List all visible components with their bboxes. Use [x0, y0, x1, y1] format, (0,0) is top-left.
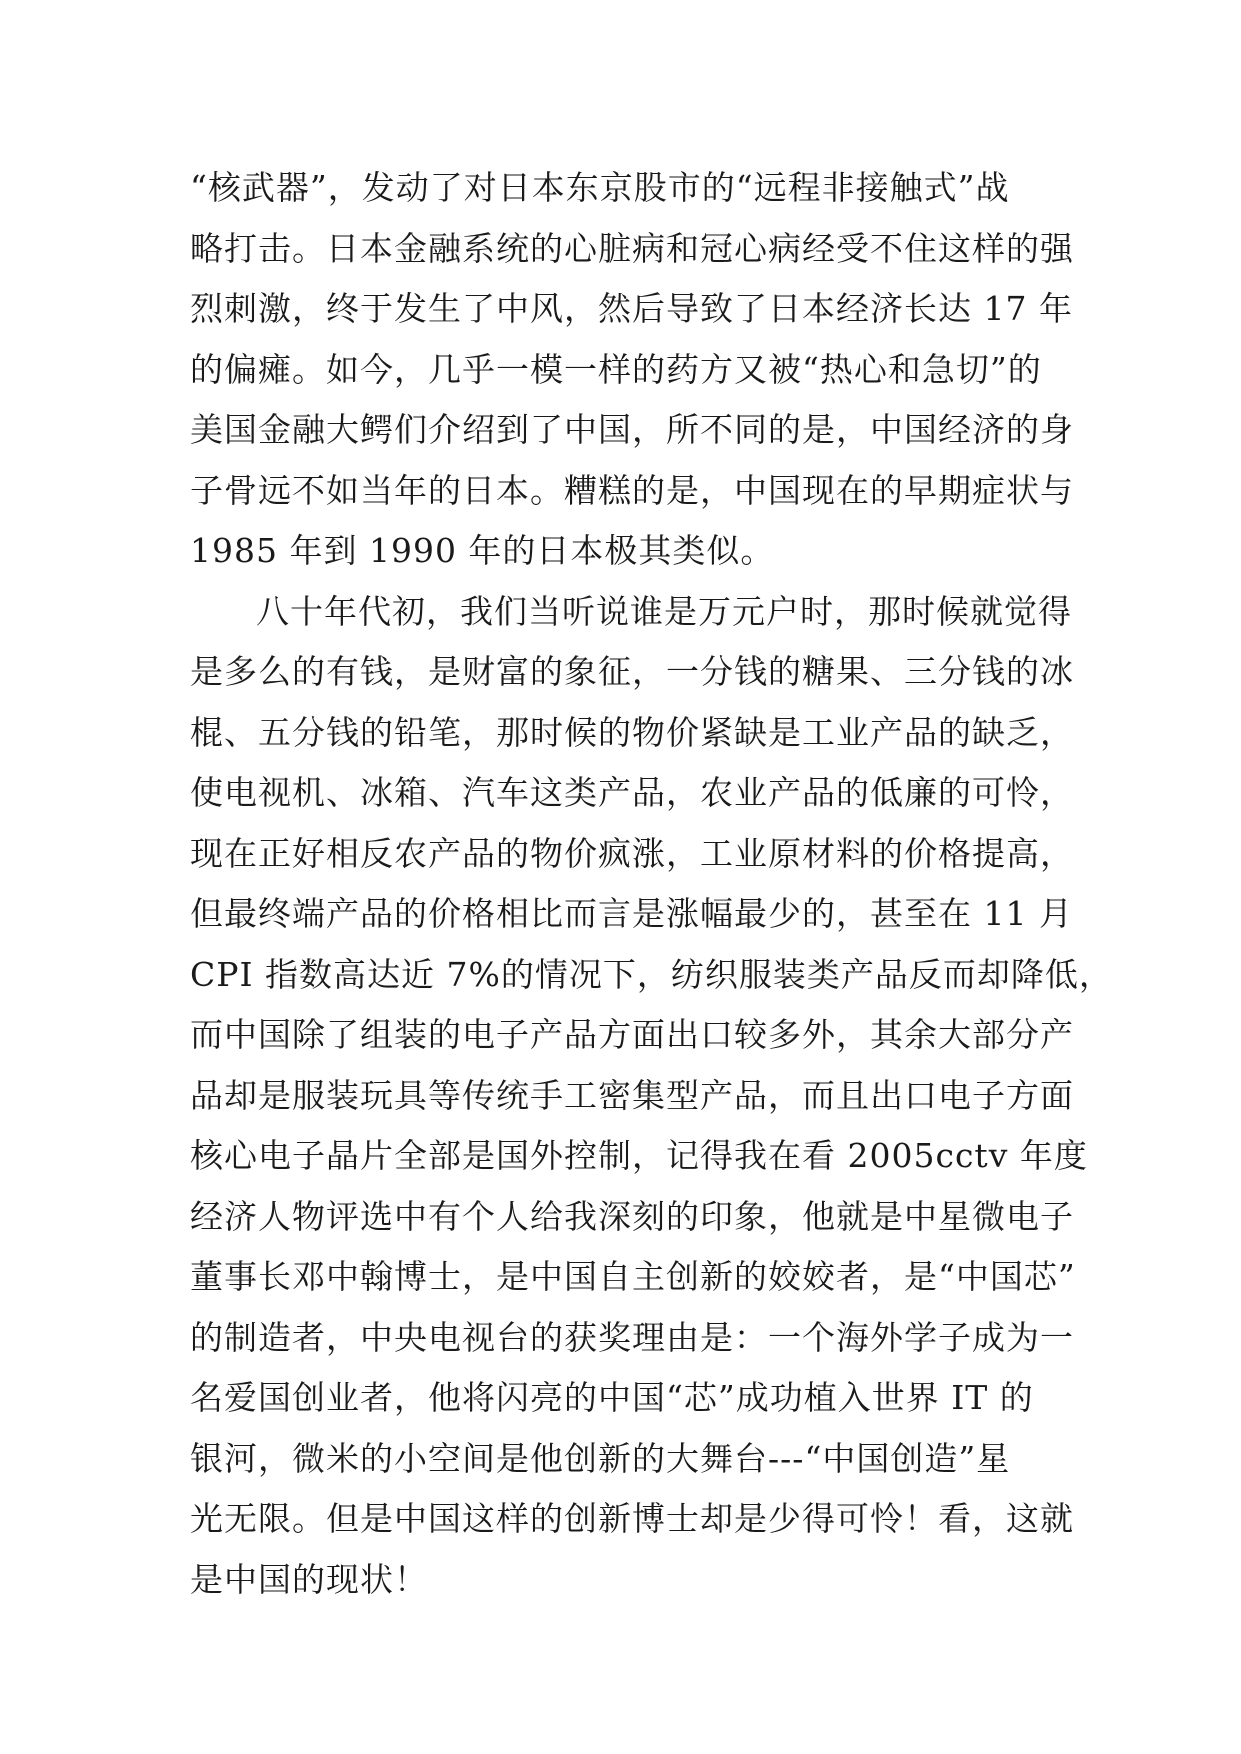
paragraph-line: CPI 指数高达近 7%的情况下，纺织服装类产品反而却降低， [190, 954, 1113, 994]
paragraph-line: 子骨远不如当年的日本。糟糕的是，中国现在的早期症状与 [190, 470, 1074, 510]
paragraph-line: 1985 年到 1990 年的日本极其类似。 [190, 531, 775, 570]
paragraph-line: 核心电子晶片全部是国外控制，记得我在看 2005cctv 年度 [190, 1136, 1088, 1175]
paragraph-line: 烈刺激，终于发生了中风，然后导致了日本经济长达 17 年 [190, 289, 1073, 328]
paragraph-line: 八十年代初，我们当听说谁是万元户时，那时候就觉得 [256, 591, 1072, 631]
paragraph-line: 是中国的现状！ [190, 1559, 428, 1599]
paragraph-line: “核武器”，发动了对日本东京股市的“远程非接触式”战 [190, 168, 1010, 207]
paragraph-line: 光无限。但是中国这样的创新博士却是少得可怜！看，这就 [190, 1499, 1074, 1538]
paragraph-line: 使电视机、冰箱、汽车这类产品，农业产品的低廉的可怜， [190, 773, 1074, 812]
paragraph-line: 的制造者，中央电视台的获奖理由是：一个海外学子成为一 [190, 1317, 1074, 1357]
paragraph-1 [190, 158, 1074, 582]
paragraph-line: 名爱国创业者，他将闪亮的中国“芯”成功植入世界 IT 的 [190, 1378, 1034, 1417]
paragraph-line: 棍、五分钱的铅笔，那时候的物价紧缺是工业产品的缺乏， [190, 712, 1074, 752]
document-body [190, 158, 1113, 1610]
paragraph-line: 但最终端产品的价格相比而言是涨幅最少的，甚至在 11 月 [190, 894, 1073, 933]
paragraph-line: 现在正好相反农产品的物价疯涨，工业原材料的价格提高， [190, 833, 1074, 873]
paragraph-line: 经济人物评选中有个人给我深刻的印象，他就是中星微电子 [190, 1196, 1074, 1236]
paragraph-line: 董事长邓中翰博士，是中国自主创新的姣姣者，是“中国芯” [190, 1257, 1076, 1296]
paragraph-line: 是多么的有钱，是财富的象征，一分钱的糖果、三分钱的冰 [190, 652, 1074, 691]
paragraph-line: 的偏瘫。如今，几乎一模一样的药方又被“热心和急切”的 [190, 349, 1042, 389]
paragraph-2 [190, 582, 1113, 1611]
paragraph-line: 品却是服装玩具等传统手工密集型产品，而且出口电子方面 [190, 1075, 1074, 1115]
paragraph-line: 而中国除了组装的电子产品方面出口较多外，其余大部分产 [190, 1015, 1074, 1054]
paragraph-line: 银河，微米的小空间是他创新的大舞台---“中国创造”星 [190, 1438, 1011, 1478]
paragraph-line: 美国金融大鳄们介绍到了中国，所不同的是，中国经济的身 [190, 410, 1074, 449]
paragraph-line: 略打击。日本金融系统的心脏病和冠心病经受不住这样的强 [190, 228, 1074, 268]
